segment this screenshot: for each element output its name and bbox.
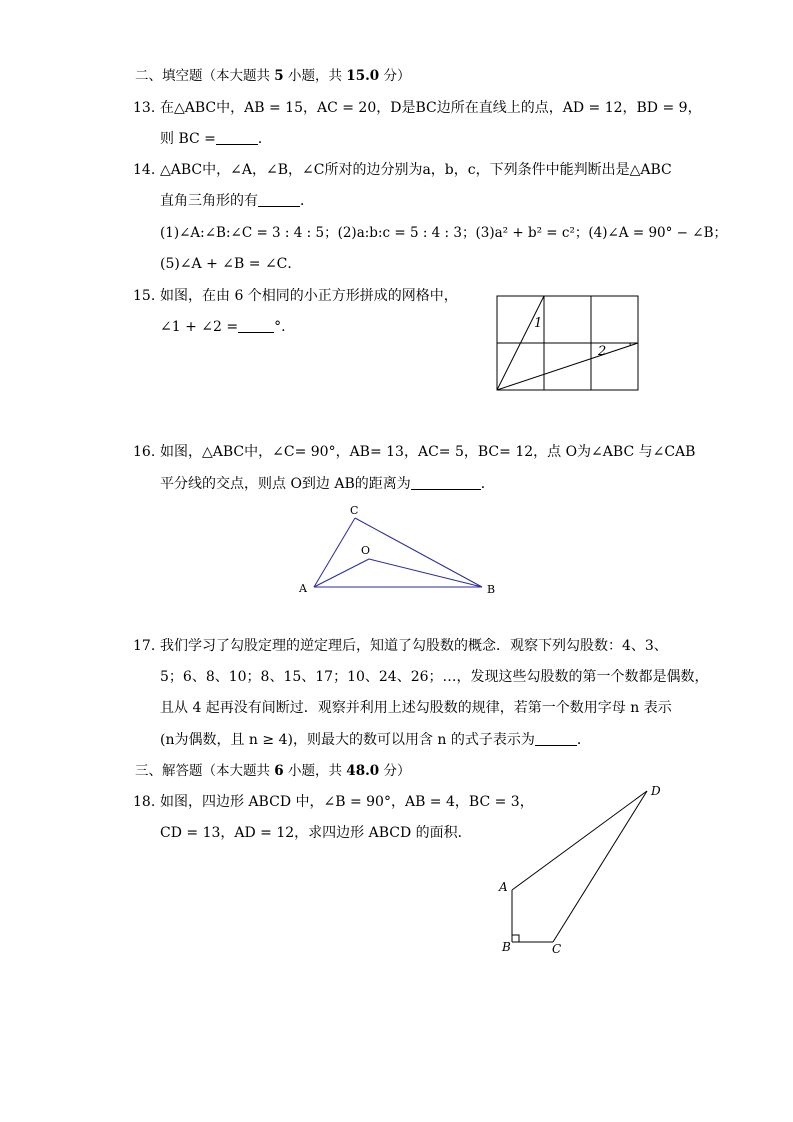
q18-right-angle-mark bbox=[512, 935, 519, 942]
q17-line1: 我们学习了勾股定理的逆定理后，知道了勾股数的概念．观察下列勾股数：4、3、 bbox=[160, 638, 668, 654]
q14-conditions-line1: (1)∠A:∠B:∠C = 3 : 4 : 5；(2)a:b:c = 5 : 4 : 3；(3)a² + b² = c²；(4)∠A = 90° − ∠B； bbox=[160, 225, 727, 241]
q18-side-ad bbox=[512, 791, 647, 890]
q15-line2: ∠1 + ∠2 = °. bbox=[160, 319, 286, 335]
q13-line1: 在△ABC中，AB = 15，AC = 20，D是BC边所在直线上的点，AD = 12，BD = 9， bbox=[160, 100, 702, 116]
q16-label-o: O bbox=[361, 544, 371, 557]
q18-label-b: B bbox=[502, 940, 511, 954]
q16-number: 16. bbox=[133, 444, 156, 460]
q18-side-dc bbox=[553, 791, 647, 942]
q15-line1: 如图，在由 6 个相同的小正方形拼成的网格中， bbox=[160, 288, 458, 304]
q14-line2: 直角三角形的有 ． bbox=[160, 193, 314, 209]
q13-number: 13. bbox=[133, 100, 156, 116]
q16-line2: 平分线的交点，则点 O到边 AB的距离为 ． bbox=[160, 476, 495, 492]
q13-line2: 则 BC = ． bbox=[160, 131, 272, 147]
q15-angle-label-2: 2 bbox=[598, 344, 607, 359]
q16-line1: 如图，△ABC中，∠C= 90°，AB= 13，AC= 5，BC= 12，点 O为∠ABC 与∠CAB bbox=[160, 444, 696, 460]
q14-conditions-line2: (5)∠A + ∠B = ∠C． bbox=[160, 256, 302, 272]
q17-line3: 且从 4 起再没有间断过．观察并利用上述勾股数的规律，若第一个数用字母 n 表示 bbox=[160, 700, 672, 716]
section-2-header: 二、填空题（本大题共 5 小题，共 15.0 分） bbox=[135, 68, 411, 84]
q17-line2: 5；6、8、10；8、15、17；10、24、26；…，发现这些勾股数的第一个数都是偶数， bbox=[160, 669, 709, 685]
section-3-header: 三、解答题（本大题共 6 小题，共 48.0 分） bbox=[135, 763, 411, 779]
q18-label-c: C bbox=[552, 942, 562, 956]
q18-label-a: A bbox=[499, 880, 508, 894]
q18-label-d: D bbox=[651, 784, 661, 798]
q16-label-b: B bbox=[487, 583, 496, 596]
q14-line1: △ABC中，∠A，∠B，∠C所对的边分别为a，b，c，下列条件中能判断出是△ABC bbox=[160, 162, 672, 178]
q15-number: 15. bbox=[133, 288, 156, 304]
q14-number: 14. bbox=[133, 162, 156, 178]
q18-line2: CD = 13，AD = 12，求四边形 ABCD 的面积． bbox=[160, 825, 472, 841]
q18-number: 18. bbox=[133, 794, 156, 810]
q16-label-c: C bbox=[350, 504, 359, 517]
q15-angle-label-1: 1 bbox=[534, 316, 543, 331]
q17-line4: (n为偶数，且 n ≥ 4)，则最大的数可以用含 n 的式子表示为 ． bbox=[160, 732, 591, 748]
q16-label-a: A bbox=[299, 582, 307, 595]
q17-number: 17. bbox=[133, 638, 156, 654]
q18-line1: 如图，四边形 ABCD 中，∠B = 90°，AB = 4，BC = 3， bbox=[160, 794, 534, 810]
